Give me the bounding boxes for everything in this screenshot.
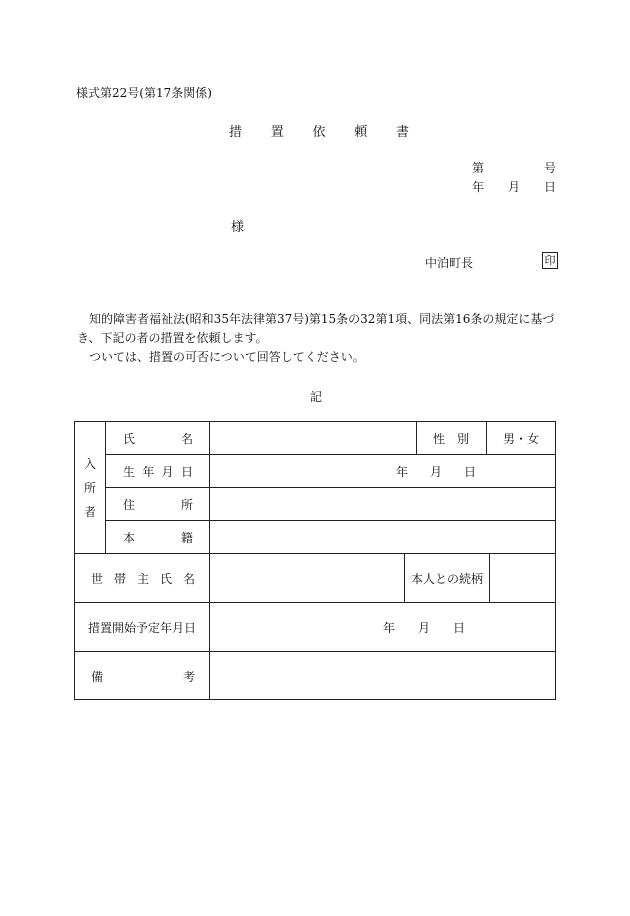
label-char: 別 — [456, 431, 469, 446]
label-char: 所 — [180, 497, 193, 512]
label-char: 名 — [182, 571, 195, 586]
remarks-label — [91, 652, 195, 700]
ki-heading: 記 — [310, 390, 323, 404]
date-month: 月 — [417, 620, 430, 635]
sex-value[interactable]: 男・女 — [502, 431, 539, 446]
date-year: 年 — [383, 620, 396, 635]
domicile-field[interactable] — [210, 521, 555, 553]
householder-label — [91, 554, 195, 602]
title-char: 措 — [229, 125, 243, 140]
label-char: 世 — [91, 571, 104, 586]
label-char: 帯 — [113, 571, 126, 586]
body-paragraph-1: 知的障害者福祉法(昭和35年法律第37号)第15条の32第1項、同法第16条の規定に基づき、下記の者の措置を依頼します。 — [77, 312, 555, 345]
label-char: 月 — [161, 464, 174, 479]
addressee-honorific: 様 — [231, 220, 245, 235]
label-char: 名 — [180, 431, 193, 446]
label-char: 生 — [123, 464, 136, 479]
label-char: 日 — [180, 464, 193, 479]
label-char: 性 — [433, 431, 446, 446]
label-char: 住 — [123, 497, 136, 512]
label-char: 氏 — [159, 571, 172, 586]
title-char: 頼 — [354, 125, 368, 140]
date-year: 年 — [396, 464, 409, 479]
name-field[interactable] — [210, 422, 416, 454]
start-date-label: 措置開始予定年月日 — [87, 620, 196, 635]
request-table — [74, 421, 556, 700]
remarks-field[interactable] — [210, 652, 555, 699]
number-suffix: 号 — [543, 161, 556, 175]
date-year: 年 — [472, 180, 485, 194]
householder-field[interactable] — [210, 554, 404, 602]
number-prefix: 第 — [472, 161, 485, 175]
date-day: 日 — [463, 464, 476, 479]
label-char: 籍 — [180, 530, 193, 545]
relation-field[interactable] — [490, 554, 555, 602]
form-number-label: 様式第22号(第17条関係) — [76, 86, 212, 100]
date-day: 日 — [543, 180, 556, 194]
title-char: 書 — [395, 125, 409, 140]
resident-group-label — [75, 422, 105, 553]
sender-mayor: 中泊町長 — [425, 256, 474, 270]
label-char: 主 — [136, 571, 149, 586]
seal-stamp: 印 — [542, 252, 558, 269]
group-char: 者 — [83, 504, 96, 519]
date-day: 日 — [452, 620, 465, 635]
label-char: 氏 — [123, 431, 136, 446]
relation-label: 本人との続柄 — [410, 571, 483, 586]
label-char: 備 — [91, 669, 104, 684]
birthdate-field[interactable] — [396, 455, 476, 487]
date-month: 月 — [507, 180, 520, 194]
start-date-field[interactable] — [383, 603, 465, 651]
address-field[interactable] — [210, 488, 555, 520]
document-title — [229, 121, 409, 140]
label-char: 本 — [123, 530, 136, 545]
label-char: 年 — [142, 464, 155, 479]
address-label — [123, 488, 193, 520]
date-month: 月 — [429, 464, 442, 479]
sex-label — [433, 422, 469, 454]
body-paragraph-2: ついては、措置の可否について回答してください。 — [89, 350, 365, 364]
label-char: 考 — [182, 669, 195, 684]
birthdate-label — [123, 455, 193, 487]
document-date-line — [472, 178, 556, 195]
group-char: 所 — [83, 480, 96, 495]
domicile-label — [123, 521, 193, 553]
request-body — [77, 310, 559, 367]
group-char: 入 — [83, 456, 96, 471]
document-number-line — [472, 159, 556, 176]
title-char: 置 — [270, 125, 284, 140]
title-char: 依 — [312, 125, 326, 140]
name-label — [123, 422, 193, 454]
